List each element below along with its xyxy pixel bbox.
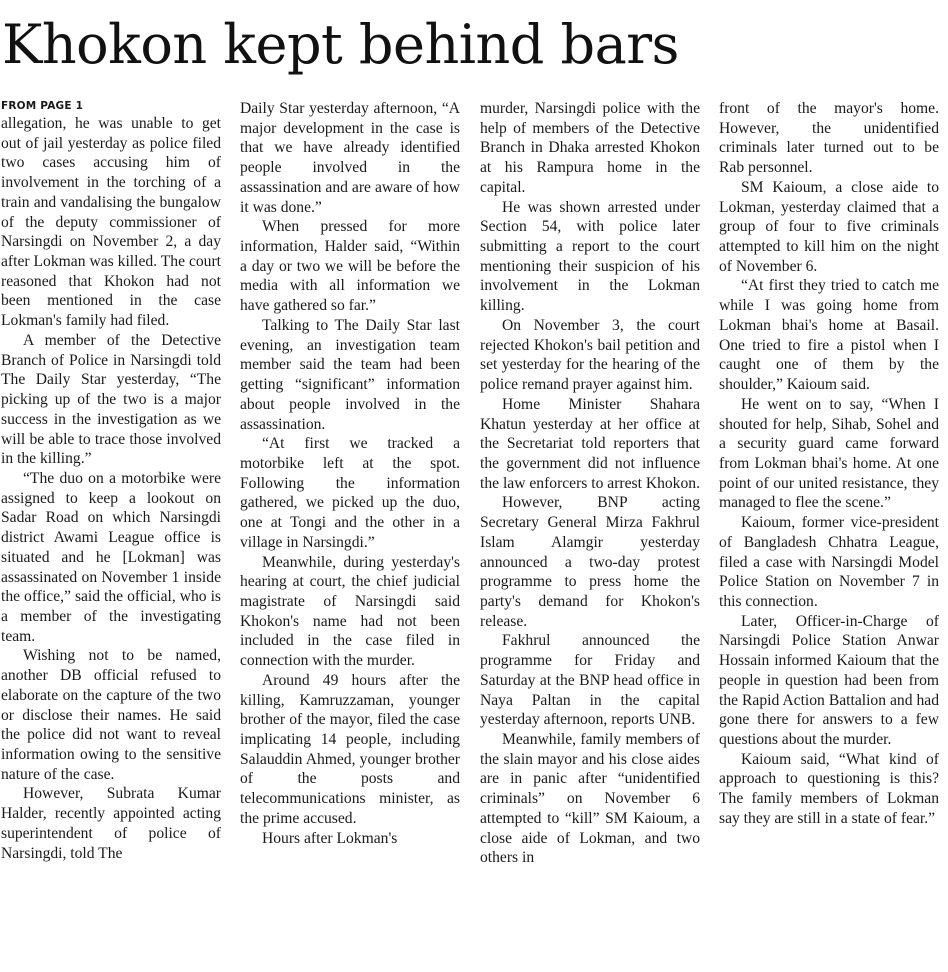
paragraph: He was shown arrested under Section 54, with police later submitting a report to the court mentioning their suspicion of his involvement in the Lokman killing. (480, 198, 700, 315)
paragraph: Daily Star yesterday afternoon, “A major development in the case is that we have already identified people involved in the assassination and are aware of how it was done.” (240, 100, 460, 216)
article-column-1 (1, 99, 221, 863)
article-column-3 (480, 99, 700, 868)
paragraph: Home Minister Shahara Khatun yesterday at her office at the Secretariat told reporters that the government did not influence the law enforcers to arrest Khokon. (480, 395, 700, 492)
paragraph: Fakhrul announced the programme for Friday and Saturday at the BNP head office in Naya Paltan in the capital yesterday afternoon, reports UNB. (480, 632, 700, 729)
paragraph: “At first they tried to catch me while I was going home from Lokman bhai's home at Basail. One tried to fire a pistol when I caught one of them by the shoulder,” Kaioum said. (719, 277, 939, 394)
paragraph: “The duo on a motorbike were assigned to keep a lookout on Sadar Road on which Narsingdi district Awami League office is situated and he [Lokman] was assassinated on November 1 inside the office,” said the official, who is a member of the investigating team. (1, 469, 221, 645)
continued-from-kicker: FROM PAGE 1 (1, 100, 84, 112)
article-column-4 (719, 99, 939, 829)
paragraph: Around 49 hours after the killing, Kamruzzaman, younger brother of the mayor, filed the case implicating 14 people, including Salauddin Ahmed, younger brother of the posts and telecommunications minister, as the prime accused. (240, 671, 460, 827)
paragraph: Kaioum said, “What kind of approach to questioning is this? The family members of Lokman say they are still in a state of fear.” (719, 750, 939, 827)
paragraph: He went on to say, “When I shouted for help, Sihab, Sohel and a security guard came forward from Lokman bhai's home. At one point of our united resistance, they managed to flee the scene.” (719, 395, 939, 512)
paragraph: However, BNP acting Secretary General Mirza Fakhrul Islam Alamgir yesterday announced a two-day protest programme to press home the party's demand for Khokon's release. (480, 494, 700, 630)
headline: Khokon kept behind bars (2, 13, 679, 76)
paragraph: front of the mayor's home. However, the unidentified criminals later turned out to be Rab personnel. (719, 100, 939, 177)
paragraph: However, Subrata Kumar Halder, recently appointed acting superintendent of police of Narsingdi, told The (1, 785, 221, 862)
paragraph: allegation, he was unable to get out of jail yesterday as police filed two cases accusing him of involvement in the torching of a train and vandalising the bungalow of the deputy commissioner of Narsingdi on November 2, a day after Lokman was killed. The court reasoned that Khokon had not been mentioned in the case Lokman's family had filed. (1, 115, 221, 330)
paragraph: murder, Narsingdi police with the help of members of the Detective Branch in Dhaka arrested Khokon at his Rampura home in the capital. (480, 100, 700, 196)
paragraph: Kaioum, former vice-president of Bangladesh Chhatra League, filed a case with Narsingdi Model Police Station on November 7 in this connection. (719, 514, 939, 610)
paragraph: When pressed for more information, Halder said, “Within a day or two we will be before the media with all information we have gathered so far.” (240, 218, 460, 315)
paragraph: Hours after Lokman's (262, 829, 398, 847)
paragraph: Meanwhile, family members of the slain mayor and his close aides are in panic after “unidentified criminals” on November 6 attempted to “kill” SM Kaioum, a close aide of Lokman, and two others in (480, 731, 700, 867)
paragraph: Talking to The Daily Star last evening, an investigation team member said the team had been getting “significant” information about people involved in the assassination. (240, 316, 460, 433)
paragraph: A member of the Detective Branch of Police in Narsingdi told The Daily Star yesterday, “The picking up of the two is a major success in the investigation as we will be able to trace those involved in the killing.” (1, 331, 221, 468)
article-column-2 (240, 99, 460, 848)
paragraph: Meanwhile, during yesterday's hearing at court, the chief judicial magistrate of Narsingdi said Khokon's name had not been included in the case filed in connection with the murder. (240, 553, 460, 670)
paragraph: SM Kaioum, a close aide to Lokman, yesterday claimed that a group of four to five criminals attempted to kill him on the night of November 6. (719, 178, 939, 275)
paragraph: On November 3, the court rejected Khokon's bail petition and set yesterday for the hearing of the police remand prayer against him. (480, 316, 700, 394)
paragraph: “At first we tracked a motorbike left at the spot. Following the information gathered, we picked up the duo, one at Tongi and the other in a village in Narsingdi.” (240, 435, 460, 551)
paragraph: Later, Officer-in-Charge of Narsingdi Police Station Anwar Hossain informed Kaioum that the people in question had been from the Rapid Action Battalion and had gone there for answers to a few questions about the murder. (719, 612, 939, 748)
paragraph: Wishing not to be named, another DB official refused to elaborate on the capture of the two or disclose their names. He said the police did not want to reveal information owing to the sensitive nature of the case. (1, 647, 221, 783)
